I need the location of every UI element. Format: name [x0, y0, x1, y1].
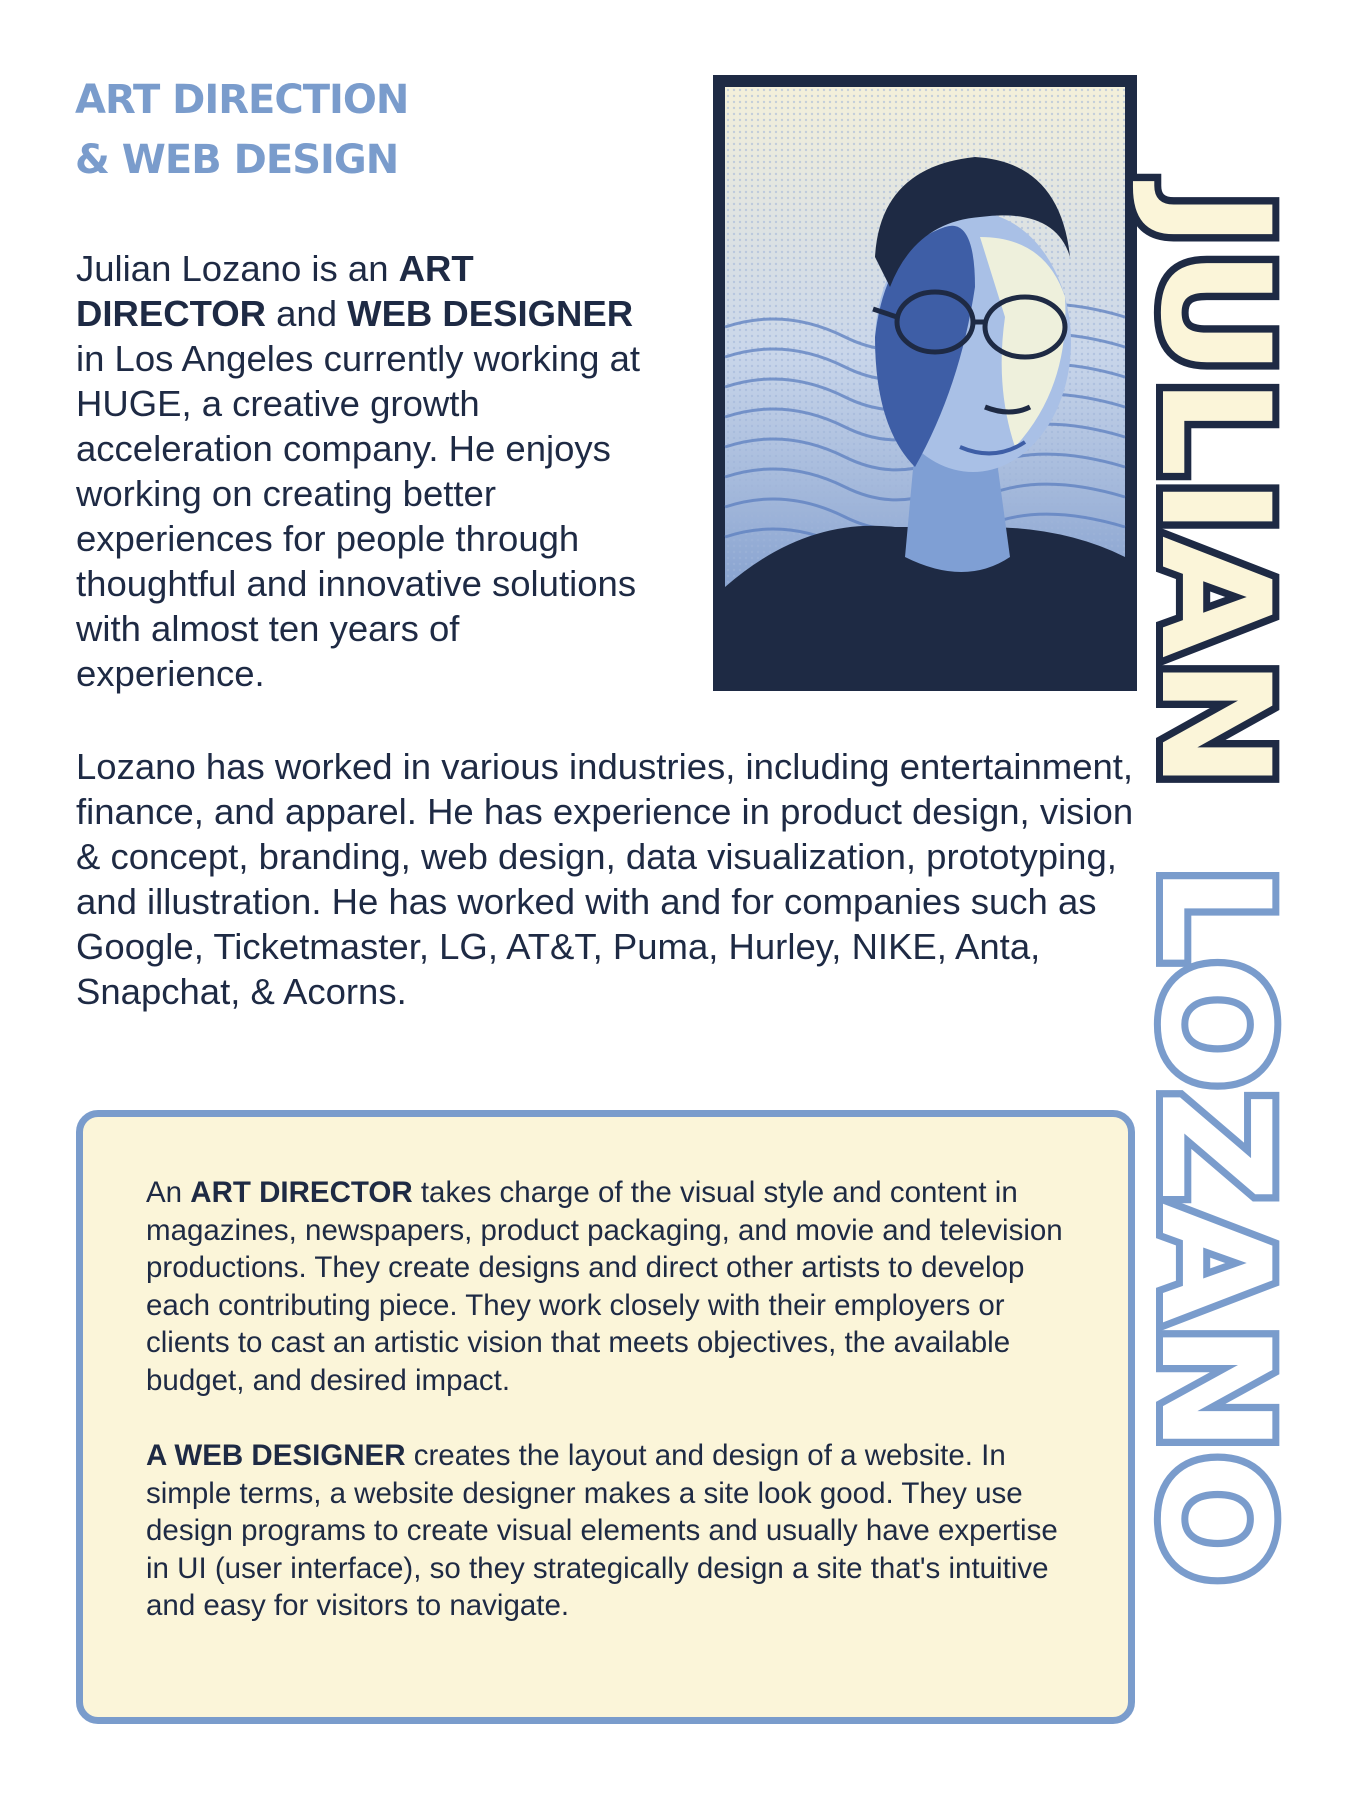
portrait-illustration: [713, 75, 1137, 691]
intro-prefix: Julian Lozano is an: [76, 248, 399, 289]
portrait-svg: [725, 87, 1125, 679]
name-first: JULIAN: [1127, 190, 1301, 761]
wd-body: creates the layout and design of a website. In simple terms, a website designer makes a site look good. They use design programs to create visual elements and usually have expertise in UI (user interface), so they strategically design a site that's intuitive and easy for visitors to navigate.: [146, 1439, 1058, 1623]
vertical-name: [1127, 190, 1353, 1590]
ad-term: ART DIRECTOR: [190, 1176, 413, 1209]
vertical-name-svg: [1127, 190, 1353, 1590]
kicker-line-2: & WEB DESIGN: [75, 137, 399, 183]
role-art-director: ART DIRECTOR: [76, 248, 474, 334]
definition-art-director: [146, 1174, 1086, 1400]
intro-paragraph: [76, 246, 656, 696]
wd-term: A WEB DESIGNER: [146, 1439, 406, 1472]
definition-web-designer: [146, 1437, 1086, 1625]
intro-rest: in Los Angeles currently working at HUGE, a creative growth acceleration company. He enjoys working on creating better experiences for people through thoughtful and innovative solutions with almost ten years of experience.: [76, 338, 641, 694]
section-kicker: [75, 70, 408, 190]
intro-and: and: [265, 293, 348, 334]
kicker-line-1: ART DIRECTION: [75, 77, 409, 123]
name-last: LOZANO: [1127, 865, 1301, 1561]
ad-body: takes charge of the visual style and content in magazines, newspapers, product packaging, and movie and television productions. They create designs and direct other artists to develop each contributing piece. They work closely with their employers or clients to cast an artistic vision that meets objectives, the available budget, and desired impact.: [146, 1176, 1063, 1397]
role-web-designer: WEB DESIGNER: [347, 293, 634, 334]
ad-prefix: An: [146, 1176, 191, 1209]
definitions-box: [76, 1110, 1135, 1724]
industries-paragraph: Lozano has worked in various industries, including entertainment, finance, and apparel. He has experience in product design, vision & concept, branding, web design, data visualization, prototyping, and illustration. He has worked with and for companies such as Google, Ticketmaster, LG, AT&T, Puma, Hurley, NIKE, Anta, Snapchat, & Acorns.: [76, 746, 1134, 1012]
